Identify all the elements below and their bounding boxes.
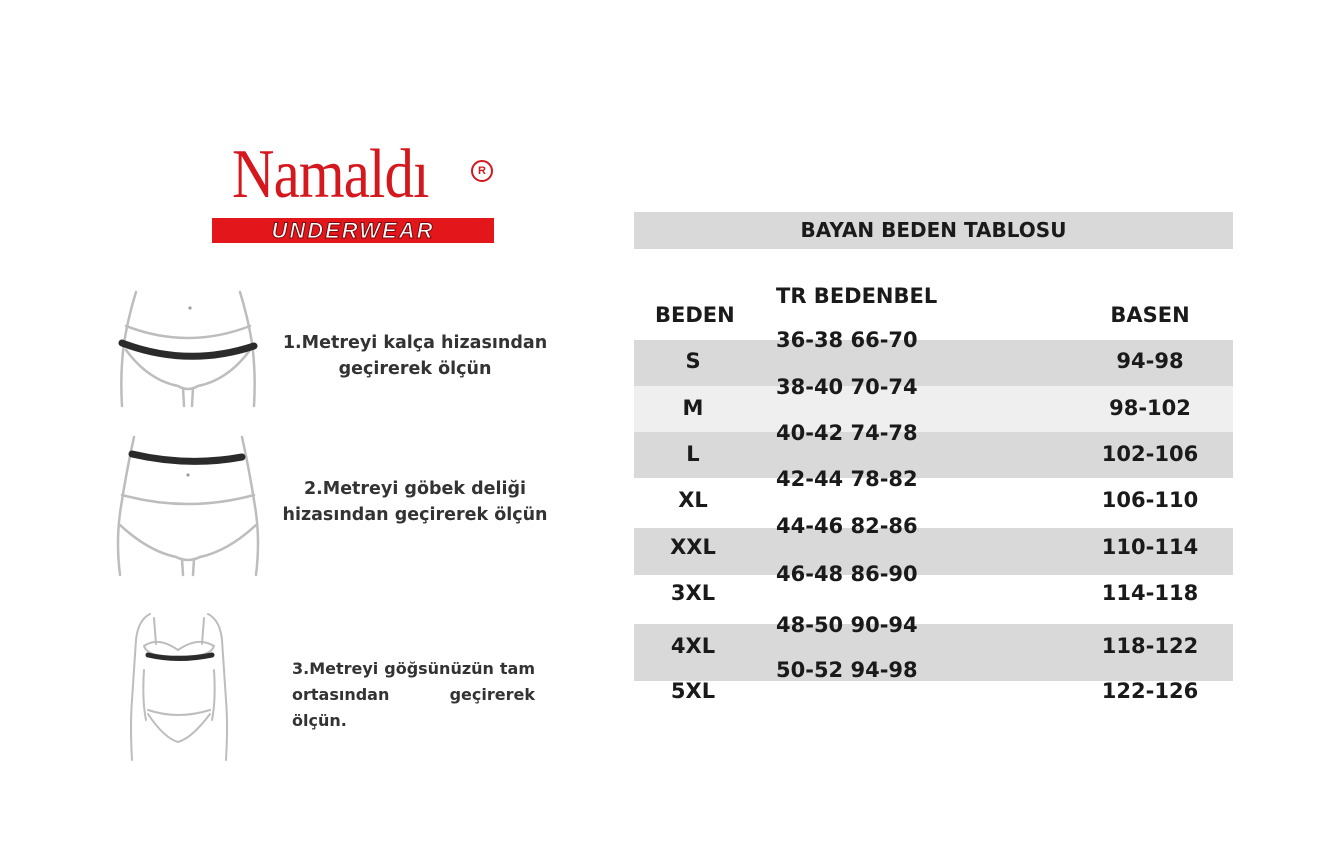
bust-measure-illustration — [124, 610, 234, 770]
tr-bel-cell: 48-50 90-94 — [776, 613, 918, 637]
basen-cell: 94-98 — [1116, 349, 1184, 373]
basen-cell: 122-126 — [1101, 679, 1199, 703]
size-cell: 4XL — [670, 634, 716, 658]
size-cell: L — [686, 442, 700, 466]
size-table-title: BAYAN BEDEN TABLOSU — [634, 212, 1233, 249]
size-cell: 5XL — [670, 679, 716, 703]
instruction-bust: 3.Metreyi göğsünüzün tam ortasından geçirerek ölçün. — [292, 659, 535, 730]
header-beden: BEDEN — [655, 303, 735, 327]
tr-bel-cell: 40-42 74-78 — [776, 421, 918, 445]
basen-cell: 102-106 — [1101, 442, 1199, 466]
instruction-navel: 2.Metreyi göbek deliği hizasından geçirerek ölçün — [282, 479, 548, 525]
basen-cell: 98-102 — [1109, 396, 1191, 420]
brand-logo-subtitle: UNDERWEAR — [271, 218, 435, 243]
header-basen: BASEN — [1110, 303, 1190, 327]
size-cell: 3XL — [670, 581, 716, 605]
size-cell: M — [682, 396, 704, 420]
size-cell: XL — [678, 488, 708, 512]
basen-cell: 118-122 — [1101, 634, 1199, 658]
basen-cell: 106-110 — [1101, 488, 1199, 512]
hip-measure-illustration — [108, 288, 268, 410]
instruction-hip: 1.Metreyi kalça hizasından geçirerek ölçün — [282, 333, 548, 379]
tr-bel-cell: 42-44 78-82 — [776, 467, 918, 491]
tr-bel-cell: 38-40 70-74 — [776, 375, 918, 399]
basen-cell: 110-114 — [1101, 535, 1199, 559]
size-cell: S — [685, 349, 701, 373]
navel-measure-illustration — [108, 433, 268, 579]
tr-bel-cell: 36-38 66-70 — [776, 328, 918, 352]
header-tr-bel: TR BEDENBEL — [776, 284, 938, 308]
tr-bel-cell: 46-48 86-90 — [776, 562, 918, 586]
brand-logo-name: Namaldı — [232, 136, 429, 213]
size-cell: XXL — [670, 535, 716, 559]
registered-mark-icon: R — [471, 160, 493, 182]
basen-cell: 114-118 — [1101, 581, 1199, 605]
tr-bel-cell: 50-52 94-98 — [776, 658, 918, 682]
tr-bel-cell: 44-46 82-86 — [776, 514, 918, 538]
